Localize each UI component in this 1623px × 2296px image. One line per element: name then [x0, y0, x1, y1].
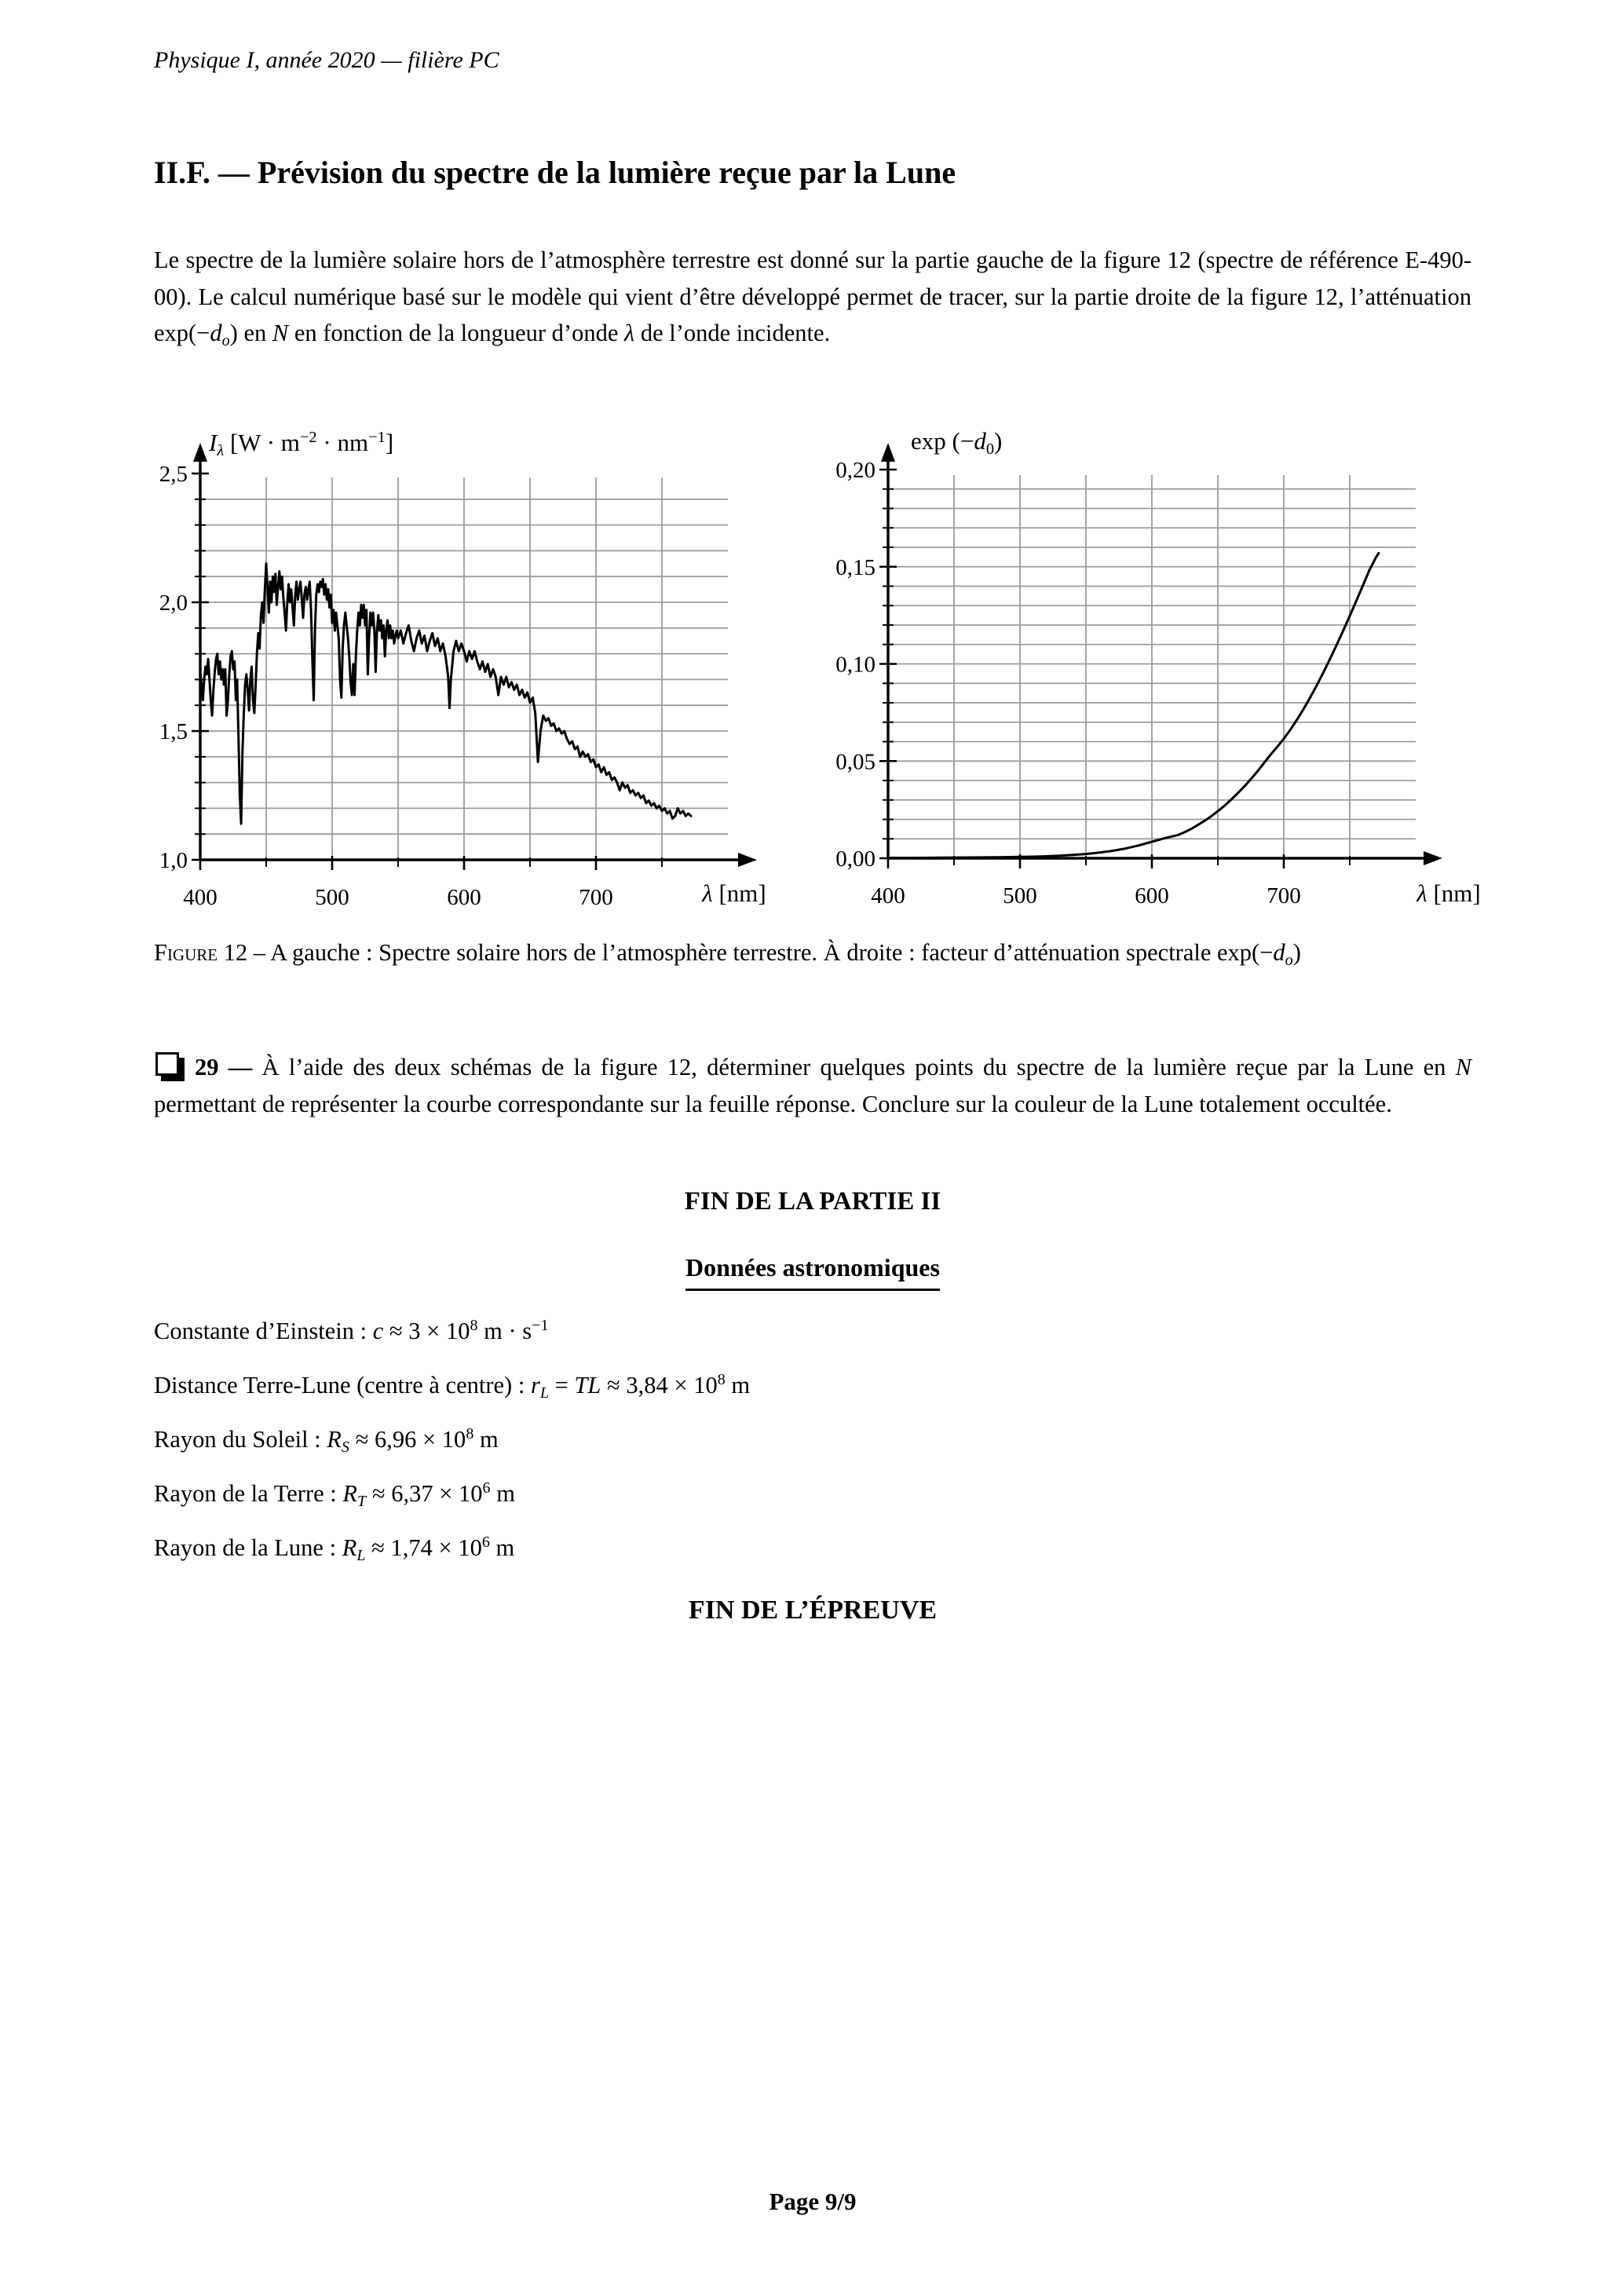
attenuation-chart: [801, 408, 1539, 927]
right-chart-y-axis-label: exp (−d0): [911, 427, 1003, 458]
intro-paragraph: Le spectre de la lumière solaire hors de l’atmosphère terrestre est donné sur la partie gauche de la figure 12 (spectre de référence E-490-00). Le calcul numérique basé sur le modèle qui vient d’être développé permet de tracer, sur la partie droite de la figure 12, l’atténuation exp(−do) en N en fonction de la longueur d’onde λ de l’onde incidente.: [154, 247, 1471, 349]
svg-text:0,15: 0,15: [835, 554, 875, 580]
data-line-earth-moon-distance: Distance Terre-Lune (centre à centre) : rL = TL ≈ $3,84 \times 10^8$ m: [154, 1370, 751, 1402]
astronomical-data-heading: Données astronomiques: [154, 1253, 1471, 1291]
svg-text:1,0: 1,0: [159, 848, 188, 873]
data-line-sun-radius: Rayon du Soleil : RS ≈ $6,96 \times 10^8$ m: [154, 1424, 499, 1456]
data-line-moon-radius: Rayon de la Lune : RL ≈ $1,74 \times 10^6$ m: [154, 1533, 515, 1564]
question-29: 29 — À l’aide des deux schémas de la figure 12, déterminer quelques points du spectre de la lumière reçue par la Lune en N permettant de représenter la courbe correspondante sur la feuille réponse. Conclure sur la couleur de la Lune totalement occultée.: [154, 1054, 1471, 1117]
figure-caption: Figure 12 – A gauche : Spectre solaire hors de l’atmosphère terrestre. À droite : facteur d’atténuation spectrale exp(−do): [154, 939, 1301, 969]
svg-text:2,0: 2,0: [159, 590, 188, 616]
attenuation-plot: [801, 408, 1539, 927]
svg-text:600: 600: [447, 885, 481, 910]
svg-text:0,05: 0,05: [835, 749, 875, 775]
svg-text:700: 700: [1267, 883, 1301, 909]
figure-12: [0, 408, 1623, 930]
svg-text:600: 600: [1135, 883, 1169, 909]
solar-spectrum-chart: [118, 408, 809, 927]
end-of-exam-label: FIN DE L’ÉPREUVE: [688, 1596, 938, 1625]
svg-text:0,20: 0,20: [835, 458, 875, 483]
data-line-einstein-constant: Constante d’Einstein : $c \approx 3 \times 10^8$ $m \cdot s^{-1}$: [154, 1316, 549, 1344]
end-of-part-2-label: FIN DE LA PARTIE II: [684, 1187, 941, 1216]
section-title: II.F. — Prévision du spectre de la lumière reçue par la Lune: [154, 155, 956, 190]
svg-text:1,5: 1,5: [159, 719, 188, 744]
svg-text:400: 400: [183, 885, 217, 910]
page-number: Page 9/9: [769, 2188, 857, 2215]
svg-text:500: 500: [1003, 883, 1037, 909]
svg-text:700: 700: [579, 885, 613, 910]
left-chart-y-axis-label: Iλ $[W \cdot m^{-2} \cdot nm^{-1}]$: [209, 428, 394, 459]
data-line-earth-radius: Rayon de la Terre : RT ≈ $6,37 \times 10^6$ m: [154, 1479, 515, 1510]
svg-text:500: 500: [315, 885, 349, 910]
checkbox-icon: [155, 1052, 179, 1076]
solar-spectrum-plot: [118, 408, 809, 927]
svg-text:0,00: 0,00: [835, 846, 875, 872]
svg-text:2,5: 2,5: [159, 462, 188, 487]
svg-text:0,10: 0,10: [835, 652, 875, 678]
svg-text:400: 400: [871, 883, 905, 909]
page-header: Physique I, année 2020 — filière PC: [154, 47, 499, 73]
right-chart-x-axis-label: λ [nm]: [1416, 879, 1481, 907]
left-chart-x-axis-label: λ [nm]: [702, 879, 766, 907]
